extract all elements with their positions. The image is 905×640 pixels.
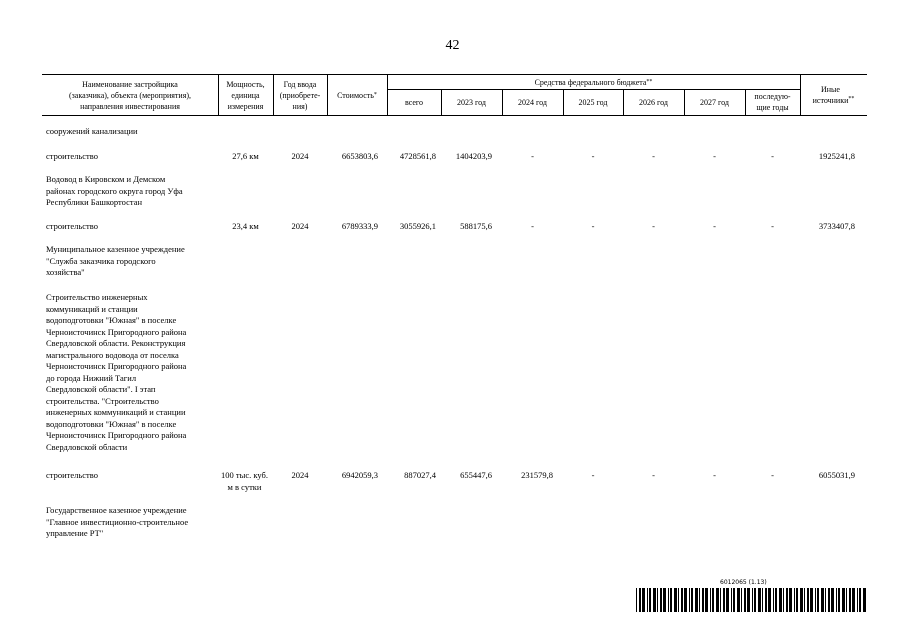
- cell-2027: -: [713, 221, 716, 231]
- header-cost-label: Стоимость: [337, 90, 374, 100]
- cell-cost: 6942059,3: [341, 470, 378, 480]
- barcode-bar: [831, 588, 834, 612]
- cell-2023: 588175,6: [460, 221, 492, 231]
- cell-2024: 231579,8: [521, 470, 553, 480]
- cell-year: 2024: [291, 470, 309, 480]
- header-year: Год ввода (приобрете- ния): [279, 79, 321, 111]
- barcode-bar: [765, 588, 767, 612]
- header-divider: [745, 89, 746, 115]
- barcode-bar: [726, 588, 729, 612]
- barcode-bar: [836, 588, 837, 612]
- row-text: сооружений канализации: [46, 126, 138, 136]
- barcode-bar: [733, 588, 735, 612]
- cell-capacity: 100 тыс. куб. м в сутки: [221, 470, 268, 492]
- barcode-bar: [699, 588, 700, 612]
- barcode-bar: [712, 588, 714, 612]
- table-header: [42, 74, 867, 116]
- barcode-bar: [794, 588, 795, 612]
- cell-later: -: [771, 151, 774, 161]
- barcode-bar: [842, 588, 845, 612]
- barcode-bar: [649, 588, 651, 612]
- row-text: Строительство инженерных коммуникаций и станции водоподготовки "Южная" в поселке Черноисточинск Пригородного района Свердловской области. Реконструкция магистрального водовода от поселка Черноисточинск Пригородного района до города Нижний Тагил Свердловской области". I этап строительства. "Строительство инженерных коммуникаций и станции водоподготовки "Южная" в поселке Черноисточинск Пригородного района Свердловской области: [46, 292, 187, 452]
- cell-other: 1925241,8: [818, 151, 855, 161]
- header-name: Наименование застройщика (заказчика), объекта (мероприятия), направления инвестирования: [68, 79, 192, 111]
- barcode-bar: [754, 588, 756, 612]
- barcode-bar: [783, 588, 784, 612]
- header-divider: [502, 89, 503, 115]
- cell-2025: -: [591, 470, 595, 480]
- barcode-bar: [852, 588, 855, 612]
- barcode-bar: [681, 588, 683, 612]
- barcode-bar: [810, 588, 813, 612]
- header-total: всего: [404, 97, 423, 107]
- barcode-bar: [720, 588, 721, 612]
- barcode-bar: [849, 588, 851, 612]
- header-2026: 2026 год: [639, 97, 668, 107]
- barcode-bar: [804, 588, 805, 612]
- barcode-label: 6012065 (1.13): [720, 579, 767, 586]
- cell-later: -: [771, 221, 774, 231]
- barcode-bar: [660, 588, 662, 612]
- header-divider: [800, 75, 801, 115]
- header-2025: 2025 год: [578, 97, 608, 107]
- barcode-bar: [702, 588, 704, 612]
- cell-total: 4728561,8: [399, 151, 436, 161]
- cell-year: 2024: [291, 221, 309, 231]
- cell-year: 2024: [291, 151, 309, 161]
- header-2023: 2023 год: [457, 97, 486, 107]
- page-number: 42: [445, 38, 460, 53]
- barcode-bar: [731, 588, 732, 612]
- barcode-bar: [723, 588, 725, 612]
- barcode-bar: [800, 588, 803, 612]
- row-text: строительство: [46, 470, 98, 480]
- barcode-bar: [695, 588, 698, 612]
- barcode-bar: [796, 588, 798, 612]
- barcode-bar: [863, 588, 866, 612]
- barcode-bar: [779, 588, 782, 612]
- header-cost-mark: *: [373, 91, 377, 98]
- barcode-bar: [684, 588, 687, 612]
- cell-later: -: [771, 470, 774, 480]
- barcode-bar: [670, 588, 672, 612]
- header-divider: [387, 75, 388, 115]
- header-divider: [684, 89, 685, 115]
- header-federal-mark: **: [646, 78, 653, 85]
- barcode-bar: [846, 588, 847, 612]
- barcode-bar: [821, 588, 824, 612]
- cell-2026: -: [652, 470, 655, 480]
- cell-2025: -: [591, 151, 595, 161]
- cell-2027: -: [713, 470, 716, 480]
- barcode-bar: [657, 588, 658, 612]
- row-text: строительство: [46, 221, 98, 231]
- barcode-bar: [773, 588, 774, 612]
- barcode-bar: [817, 588, 819, 612]
- barcode-bar: [737, 588, 740, 612]
- header-divider: [273, 75, 274, 115]
- barcode-bar: [691, 588, 693, 612]
- barcode-bar: [689, 588, 690, 612]
- cell-2026: -: [652, 151, 655, 161]
- header-federal-label: Средства федерального бюджета: [534, 77, 647, 87]
- barcode-bar: [741, 588, 742, 612]
- barcode-bar: [678, 588, 679, 612]
- cell-other: 3733407,8: [818, 221, 855, 231]
- barcode-bar: [838, 588, 840, 612]
- barcode-bar: [768, 588, 771, 612]
- barcode-bar: [857, 588, 858, 612]
- header-2027: 2027 год: [700, 97, 729, 107]
- barcode-bar: [639, 588, 641, 612]
- barcode-bar: [807, 588, 809, 612]
- barcode-bar: [815, 588, 816, 612]
- cell-cost: 6789333,9: [341, 221, 378, 231]
- header-divider: [441, 89, 442, 115]
- row-text: Государственное казенное учреждение "Главное инвестиционно-строительное управление РТ": [46, 505, 189, 538]
- cell-2026: -: [652, 221, 655, 231]
- header-divider: [327, 75, 328, 115]
- barcode-bar: [636, 588, 637, 612]
- cell-2025: -: [591, 221, 595, 231]
- cell-total: 887027,4: [404, 470, 436, 480]
- header-divider: [387, 89, 800, 90]
- header-divider: [218, 75, 219, 115]
- barcode-bar: [762, 588, 763, 612]
- cell-2024: -: [531, 151, 534, 161]
- header-later: последую- щие годы: [754, 92, 791, 112]
- cell-2023: 655447,6: [460, 470, 492, 480]
- barcode-bar: [674, 588, 677, 612]
- barcode-bar: [668, 588, 669, 612]
- barcode-bar: [775, 588, 777, 612]
- barcode-bar: [663, 588, 666, 612]
- header-other-label: Иные источники: [812, 85, 849, 105]
- row-text: Водовод в Кировском и Демском районах городского округа город Уфа Республики Башкортостан: [46, 174, 183, 207]
- barcode-bar: [710, 588, 711, 612]
- header-federal: [387, 75, 800, 89]
- header-other-mark: **: [848, 96, 855, 102]
- row-text: Муниципальное казенное учреждение "Служба заказчика городского хозяйства": [46, 244, 185, 277]
- header-cost: [327, 75, 387, 115]
- barcode-bar: [705, 588, 708, 612]
- barcode-bar: [752, 588, 753, 612]
- barcode-bar: [859, 588, 861, 612]
- barcode-bar: [647, 588, 648, 612]
- cell-capacity: 27,6 км: [232, 151, 259, 161]
- cell-2027: -: [713, 151, 716, 161]
- barcode: [636, 588, 868, 612]
- cell-total: 3055926,1: [399, 221, 436, 231]
- barcode-bar: [642, 588, 645, 612]
- header-divider: [563, 89, 564, 115]
- barcode-bar: [828, 588, 830, 612]
- row-text: строительство: [46, 151, 98, 161]
- cell-2023: 1404203,9: [455, 151, 492, 161]
- barcode-bar: [716, 588, 719, 612]
- barcode-bar: [653, 588, 656, 612]
- cell-cost: 6653803,6: [341, 151, 378, 161]
- header-divider: [623, 89, 624, 115]
- header-capacity: Мощность, единица измерения: [226, 79, 265, 111]
- barcode-bar: [825, 588, 826, 612]
- barcode-bar: [789, 588, 792, 612]
- barcode-bar: [758, 588, 761, 612]
- cell-2024: -: [531, 221, 534, 231]
- header-other: [800, 75, 867, 115]
- header-2024: 2024 год: [518, 97, 547, 107]
- barcode-bar: [747, 588, 750, 612]
- cell-capacity: 23,4 км: [232, 221, 259, 231]
- cell-other: 6055031,9: [818, 470, 855, 480]
- barcode-bar: [744, 588, 746, 612]
- barcode-bar: [786, 588, 788, 612]
